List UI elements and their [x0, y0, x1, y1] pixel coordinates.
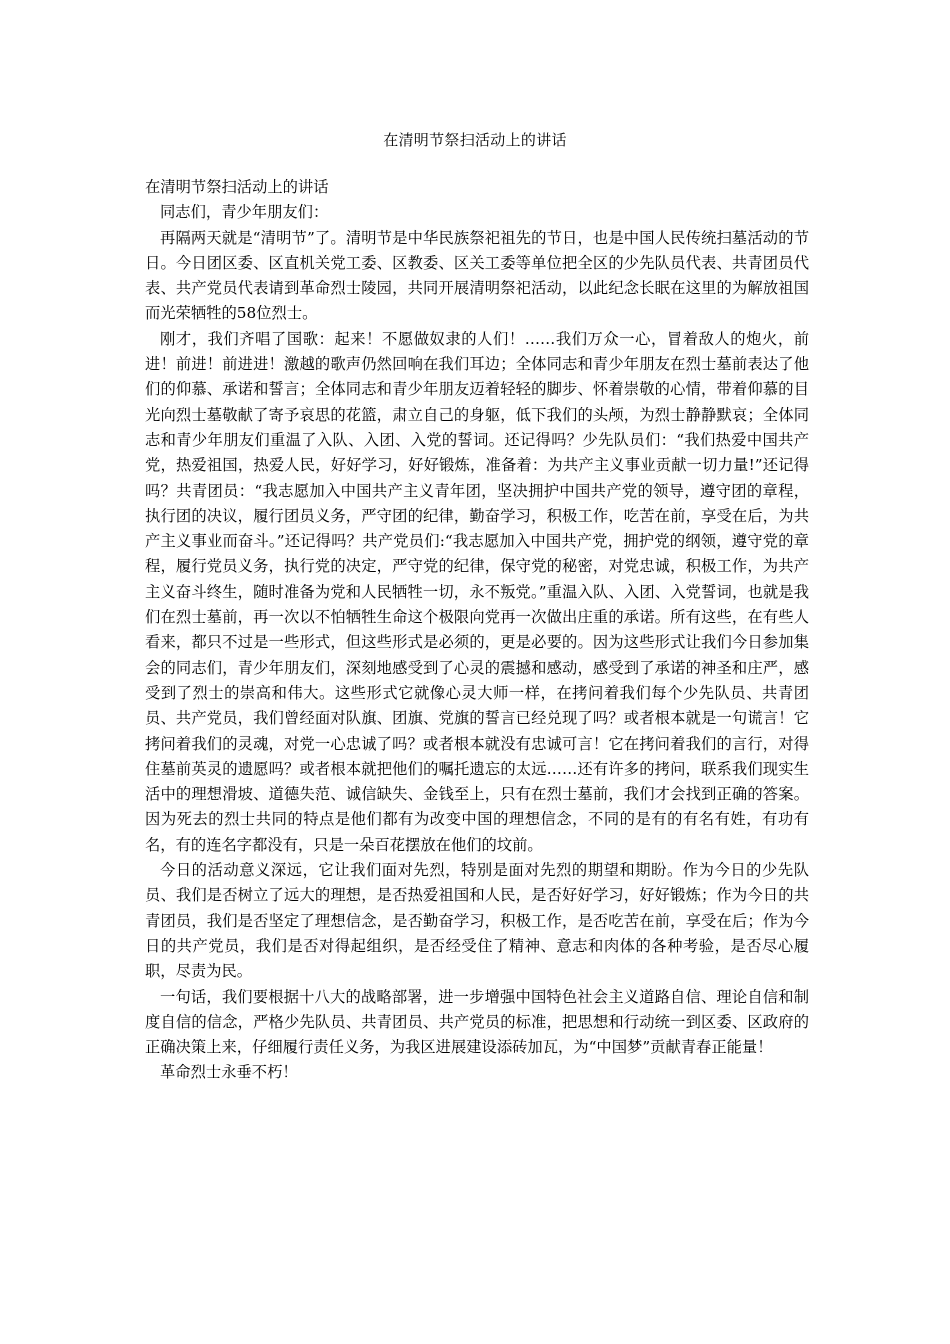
paragraph-1: 再隔两天就是“清明节”了。清明节是中华民族祭祀祖先的节日，也是中国人民传统扫墓活动的节日。今日团区委、区直机关党工委、区教委、区关工委等单位把全区的少先队员代表、共青团员代表、共产党员代表请到革命烈士陵园，共同开展清明祭祀活动，以此纪念长眠在这里的为解放祖国而光荣牺牲的58位烈士。 [145, 228, 809, 323]
paragraph-4: 一句话，我们要根据十八大的战略部署，进一步增强中国特色社会主义道路自信、理论自信和制度自信的信念，严格少先队员、共青团员、共产党员的标准，把思想和行动统一到区委、区政府的正确决策上来，仔细履行责任义务，为我区进展建设添砖加瓦，为“中国梦”贡献青春正能量！ [145, 987, 809, 1057]
salutation: 同志们，青少年朋友们： [160, 203, 329, 222]
document-title: 在清明节祭扫活动上的讲话 [383, 131, 567, 149]
section-heading: 在清明节祭扫活动上的讲话 [145, 178, 329, 196]
document-body [145, 175, 809, 1086]
paragraph-3: 今日的活动意义深远，它让我们面对先烈，特别是面对先烈的期望和期盼。作为今日的少先队员、我们是否树立了远大的理想，是否热爱祖国和人民，是否好好学习，好好锻炼；作为今日的共青团员，我们是否坚定了理想信念，是否勤奋学习，积极工作，是否吃苦在前，享受在后；作为今日的共产党员，我们是否对得起组织，是否经受住了精神、意志和肉体的各种考验，是否尽心履职，尽责为民。 [145, 861, 809, 981]
closing-line: 革命烈士永垂不朽！ [160, 1063, 298, 1082]
paragraph-2: 刚才，我们齐唱了国歌：起来！不愿做奴隶的人们！……我们万众一心，冒着敌人的炮火，前进！前进！前进进！激越的歌声仍然回响在我们耳边；全体同志和青少年朋友在烈士墓前表达了他们的仰慕、承诺和誓言；全体同志和青少年朋友迈着轻轻的脚步、怀着崇敬的心情，带着仰慕的目光向烈士墓敬献了寄予哀思的花篮，肃立自己的身躯，低下我们的头颅，为烈士静静默哀；全体同志和青少年朋友们重温了入队、入团、入党的誓词。还记得吗？少先队员们：“我们热爱中国共产党，热爱祖国，热爱人民，好好学习，好好锻炼，准备着：为共产主义事业贡献一切力量!”还记得吗？共青团员：“我志愿加入中国共产主义青年团，坚决拥护中国共产党的领导，遵守团的章程，执行团的决议，履行团员义务，严守团的纪律，勤奋学习，积极工作，吃苦在前，享受在后，为共产主义事业而奋斗。”还记得吗？共产党员们:“我志愿加入中国共产党，拥护党的纲领，遵守党的章程，履行党员义务，执行党的决定，严守党的纪律，保守党的秘密，对党忠诚，积极工作，为共产主义奋斗终生，随时准备为党和人民牺牲一切，永不叛党。”重温入队、入团、入党誓词，也就是我们在烈士墓前，再一次以不怕牺牲生命这个极限向党再一次做出庄重的承诺。所有这些，在有些人看来，都只不过是一些形式，但这些形式是必须的，更是必要的。因为这些形式让我们今日参加集会的同志们，青少年朋友们，深刻地感受到了心灵的震撼和感动，感受到了承诺的神圣和庄严，感受到了烈士的崇高和伟大。这些形式它就像心灵大师一样，在拷问着我们每个少先队员、共青团员、共产党员，我们曾经面对队旗、团旗、党旗的誓言已经兑现了吗？或者根本就是一句谎言！它拷问着我们的灵魂，对党一心忠诚了吗？或者根本就没有忠诚可言！它在拷问着我们的言行，对得住墓前英灵的遗愿吗？或者根本就把他们的嘱托遗忘的太远……还有许多的拷问，联系我们现实生活中的理想滑坡、道德失范、诚信缺失、金钱至上，只有在烈士墓前，我们才会找到正确的答案。因为死去的烈士共同的特点是他们都有为改变中国的理想信念，不同的是有的有名有姓，有功有名，有的连名字都没有，只是一朵百花摆放在他们的坟前。 [145, 329, 809, 854]
